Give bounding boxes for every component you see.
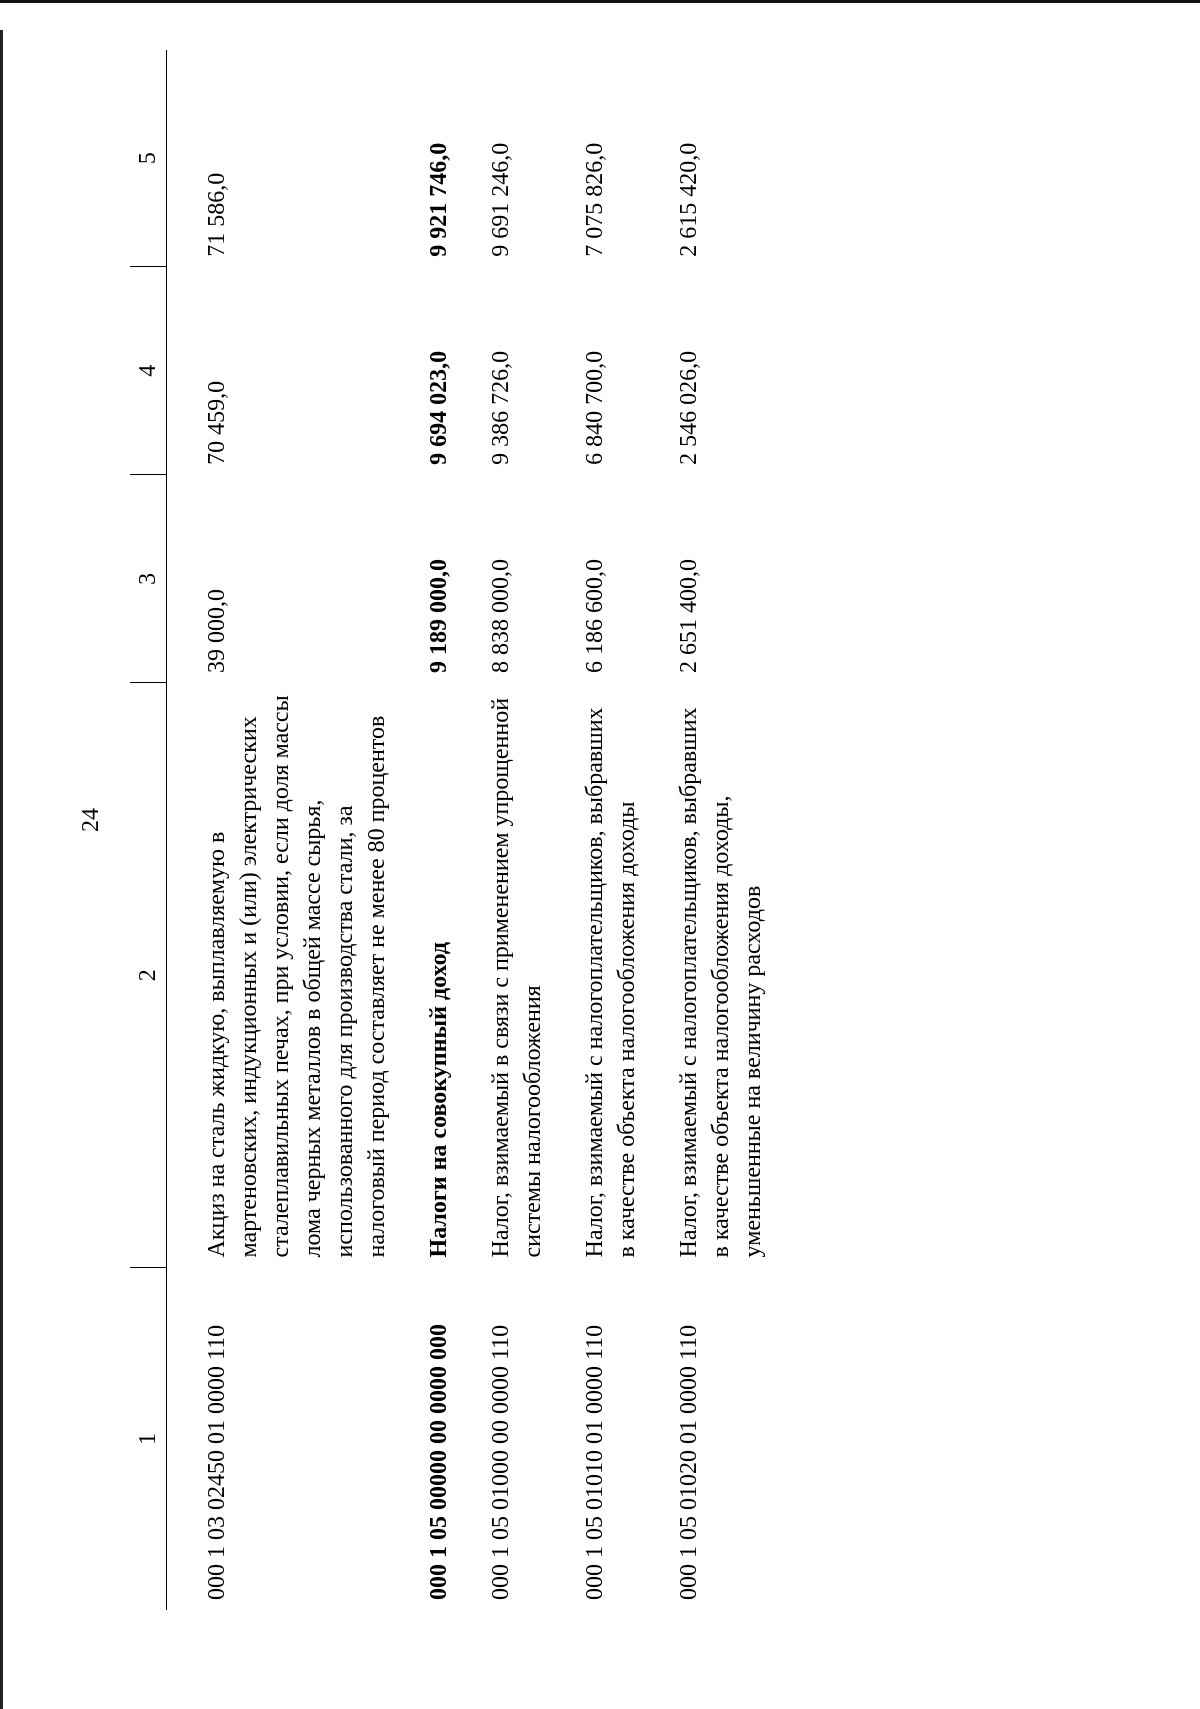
value-col4: 70 459,0 [204,380,230,465]
value-col5: 9 691 246,0 [488,142,514,257]
value-col3: 39 000,0 [204,588,230,673]
revenue-name: Акциз на сталь жидкую, выплавляемую в мартеновских, индукционных и (или) электрических сталеплавильных печах, при условии, если доля массы лома черных металлов в общей массе сырья, использованного для производства стали, за налоговый период составляет не менее 80 процентов [204,695,390,1258]
table-header-row [130,50,167,1610]
table-row [423,50,485,1610]
page-number: 24 [78,808,104,832]
column-header-1: 1 [130,1267,167,1610]
value-col3: 2 651 400,0 [676,558,702,673]
revenue-name: Налог, взимаемый с налогоплательщиков, выбравших в качестве объекта налогообложения доходы [582,707,640,1258]
value-col3: 9 189 000,0 [426,558,452,673]
value-col3: 6 186 600,0 [582,558,608,673]
revenue-name: Налоги на совокупный доход [426,941,452,1258]
value-col5: 9 921 746,0 [426,142,452,257]
budget-code: 000 1 05 01000 00 0000 110 [488,1324,514,1600]
revenue-name: Налог, взимаемый в связи с применением упрощенной системы налогообложения [488,697,546,1258]
scan-edge-top [0,0,1200,3]
value-col3: 8 838 000,0 [488,558,514,673]
budget-code: 000 1 03 02450 01 0000 110 [204,1324,230,1600]
column-header-5: 5 [130,50,167,267]
revenue-name: Налог, взимаемый с налогоплательщиков, выбравших в качестве объекта налогообложения доходы, уменьшенные на величину расходов [676,707,766,1258]
value-col4: 9 386 726,0 [488,350,514,465]
column-header-4: 4 [130,267,167,475]
table-row [485,50,579,1610]
column-header-2: 2 [130,683,167,1268]
column-header-3: 3 [130,475,167,683]
budget-table [130,50,799,1610]
value-col4: 2 546 026,0 [676,350,702,465]
value-col5: 2 615 420,0 [676,142,702,257]
budget-code: 000 1 05 01020 01 0000 110 [676,1324,702,1600]
budget-code: 000 1 05 00000 00 0000 000 [426,1324,452,1600]
table-row [579,50,673,1610]
value-col5: 71 586,0 [204,172,230,257]
rotated-page [20,10,1180,1650]
scan-edge-left [0,30,3,1709]
value-col4: 9 694 023,0 [426,350,452,465]
value-col5: 7 075 826,0 [582,142,608,257]
table-row [167,50,424,1610]
table-row [673,50,799,1610]
budget-code: 000 1 05 01010 01 0000 110 [582,1324,608,1600]
value-col4: 6 840 700,0 [582,350,608,465]
